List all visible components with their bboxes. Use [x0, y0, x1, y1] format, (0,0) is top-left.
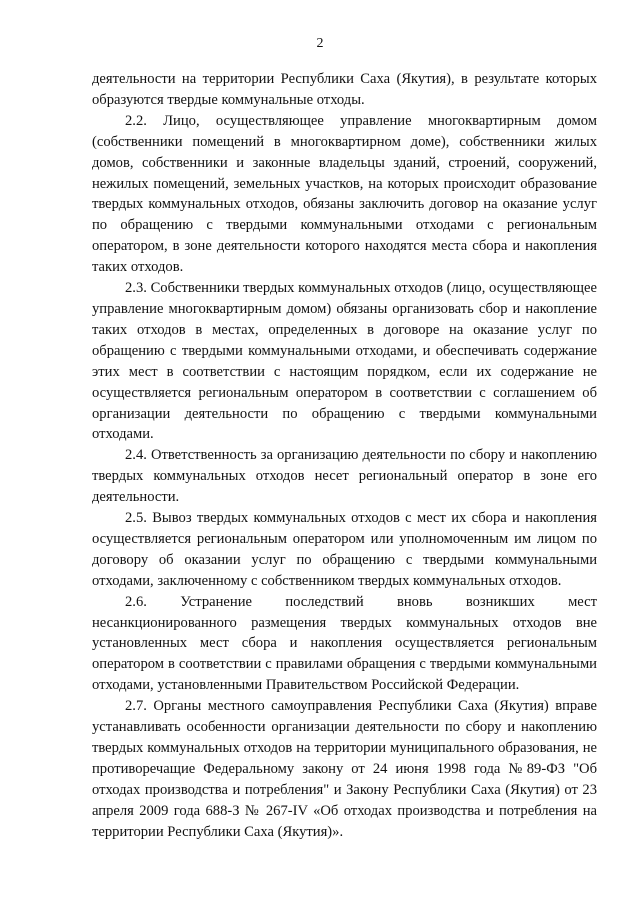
- paragraph-2-7: 2.7. Органы местного самоуправления Республики Саха (Якутия) вправе устанавливать особенности организации деятельности по сбору и накоплению твердых коммунальных отходов на территории муниципального образования, не противоречащие Федеральному закону от 24 июня 1998 года №89-ФЗ "Об отходах производства и потребления" и Закону Республики Саха (Якутия) от 23 апреля 2009 года 688-З № 267-IV «Об отходах производства и потребления на территории Республики Саха (Якутия)».: [92, 698, 597, 840]
- paragraph-2-2: 2.2. Лицо, осуществляющее управление многоквартирным домом (собственники помещений в многоквартирном доме), собственники жилых домов, собственники и законные владельцы зданий, строений, сооружений, нежилых помещений, земельных участков, на которых происходит образование твердых коммунальных отходов, обязаны заключить договор на оказание услуг по обращению с твердыми коммунальными отходами с региональным оператором, в зоне деятельности которого находятся места сбора и накопления таких отходов.: [92, 112, 597, 276]
- paragraph-2-3: 2.3. Собственники твердых коммунальных отходов (лицо, осуществляющее управление многоквартирным домом) обязаны организовать сбор и накопление таких отходов в местах, определенных в договоре на оказание услуг по обращению с твердыми коммунальными отходами, и обеспечивать содержание этих мест в соответствии с настоящим порядком, если их содержание не осуществляется региональным оператором в соответствии с соглашением об организации деятельности по обращению с твердыми коммунальными отходами.: [92, 280, 597, 443]
- paragraph-2-5: 2.5. Вывоз твердых коммунальных отходов с мест их сбора и накопления осуществляется региональным оператором или уполномоченным им лицом по договору об оказании услуг по обращению с твердыми коммунальными отходами, заключенному с собственником твердых коммунальных отходов.: [92, 510, 597, 589]
- paragraph-2-1-continuation: деятельности на территории Республики Саха (Якутия), в результате которых образуются твердые коммунальные отходы.: [92, 71, 597, 108]
- paragraph-2-6: 2.6. Устранение последствий вновь возникших мест несанкционированного размещения твердых коммунальных отходов вне установленных мест сбора и накопления осуществляется региональным оператором в соответствии с правилами обращения с твердыми коммунальными отходами, установленными Правительством Российской Федерации.: [92, 593, 597, 694]
- document-body: [92, 69, 597, 843]
- paragraph-2-4: 2.4. Ответственность за организацию деятельности по сбору и накоплению твердых коммунальных отходов несет региональный оператор в зоне его деятельности.: [92, 447, 597, 506]
- page-number: 2: [316, 36, 324, 51]
